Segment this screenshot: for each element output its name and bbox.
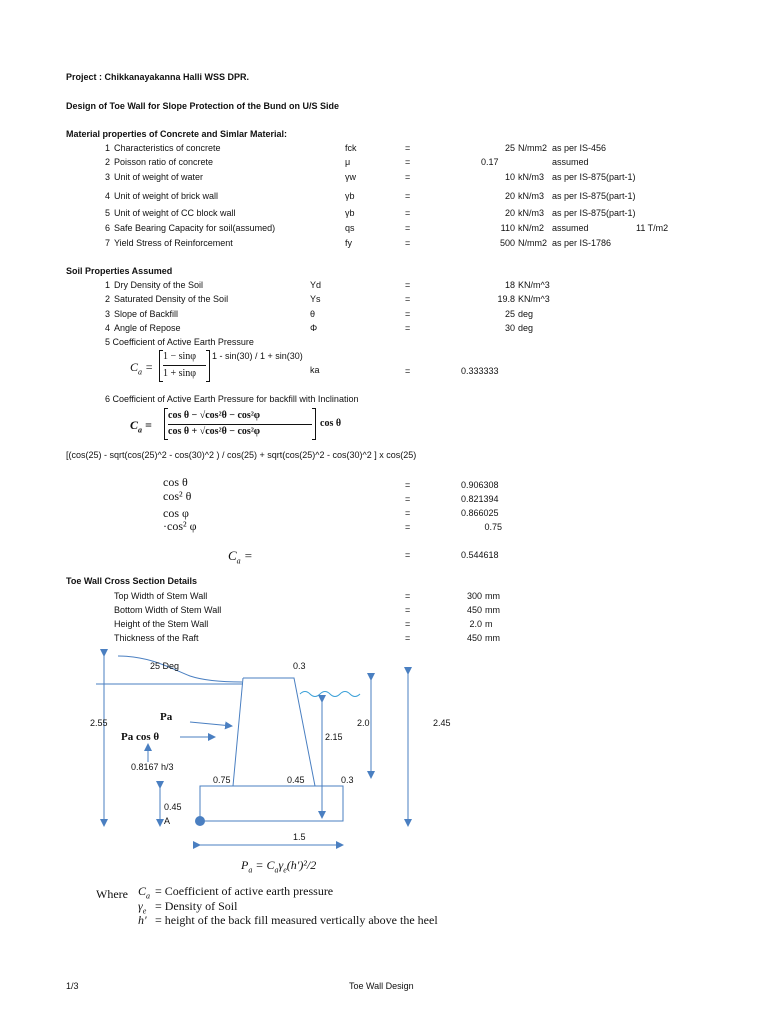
- row-equals: =: [405, 280, 411, 290]
- label-pa: Pa: [160, 711, 173, 723]
- row-value: 2.0: [469, 619, 482, 629]
- row-symbol: Φ: [310, 323, 318, 333]
- label-0-75: 0.75: [213, 775, 231, 785]
- row-value: 450: [466, 605, 482, 615]
- row-equals: =: [405, 143, 411, 153]
- design-title: Design of Toe Wall for Slope Protection of the Bund on U/S Side: [66, 101, 340, 111]
- row-label: Saturated Density of the Soil: [114, 294, 229, 304]
- row-number: 1: [104, 143, 110, 153]
- sbc-extra: 11 T/m2: [636, 223, 669, 233]
- soil-heading: Soil Properties Assumed: [66, 266, 173, 276]
- ka-value: 0.333333: [461, 366, 499, 376]
- row-value: 450: [466, 633, 482, 643]
- row-number: 3: [104, 172, 110, 182]
- row-unit: mm: [485, 633, 500, 643]
- row-label: Angle of Repose: [114, 323, 181, 333]
- row-symbol: γb: [345, 191, 355, 201]
- long-formula: [(cos(25) - sqrt(cos(25)^2 - cos(30)^2 ) / cos(25) + sqrt(cos(25)^2 - cos(30)^2 ] x cos(25): [66, 450, 417, 460]
- row-equals: =: [405, 223, 411, 233]
- row-equals: =: [405, 238, 411, 248]
- label-0-45: 0.45: [287, 775, 305, 785]
- row-note: assumed: [552, 223, 589, 233]
- row-label: Height of the Stem Wall: [114, 619, 209, 629]
- label-2-55: 2.55: [90, 718, 108, 728]
- row-note: as per IS-875(part-1): [552, 191, 636, 201]
- row-equals: =: [405, 508, 411, 518]
- row-note: as per IS-456: [552, 143, 607, 153]
- row-unit: mm: [485, 605, 500, 615]
- cos-phi-label: cos φ: [163, 506, 189, 520]
- cos2-phi-label: ·cos² φ: [163, 519, 197, 533]
- row-value: 20: [504, 208, 515, 218]
- label-pa-cos: Pa cos θ: [121, 731, 160, 743]
- row-value: 18: [504, 280, 515, 290]
- row-unit: deg: [518, 309, 534, 319]
- row-value: 500: [499, 238, 515, 248]
- row-unit: m: [485, 619, 493, 629]
- row-unit: kN/m3: [518, 208, 545, 218]
- label-raft-0-45: 0.45: [164, 802, 182, 812]
- label-25-deg: 25 Deg: [150, 661, 180, 671]
- row-symbol: Ys: [310, 294, 321, 304]
- h-symbol: h': [138, 913, 147, 927]
- cos2-theta-label: cos² θ: [163, 489, 192, 503]
- row-value: 19.8: [497, 294, 515, 304]
- row-value: 20: [504, 191, 515, 201]
- row-symbol: fck: [345, 143, 357, 153]
- row-value: 0.17: [481, 157, 499, 167]
- row-note: as per IS-875(part-1): [552, 172, 636, 182]
- row-value: 0.821394: [461, 494, 499, 504]
- row-value: 25: [504, 309, 515, 319]
- row-unit: mm: [485, 591, 500, 601]
- where-line-1: = Coefficient of active earth pressure: [155, 884, 334, 898]
- row-unit: KN/m^3: [518, 280, 550, 290]
- row-unit: KN/m^3: [518, 294, 550, 304]
- where-line-2: = Density of Soil: [155, 899, 238, 913]
- label-0-3: 0.3: [341, 775, 354, 785]
- row-equals: =: [405, 323, 411, 333]
- row-number: 2: [104, 294, 110, 304]
- row-symbol: μ: [345, 157, 351, 167]
- row-note: assumed: [552, 157, 589, 167]
- row-number: 4: [104, 191, 110, 201]
- pa-formula-image: $P_a = C_a\gamma_e(h')^2/2$: [241, 858, 317, 875]
- row-symbol: γw: [345, 172, 356, 182]
- coef5-text: 1 - sin(30) / 1 + sin(30): [212, 351, 303, 361]
- ca-symbol-image: $C_a$ =: [228, 548, 253, 566]
- row-value: 0.75: [484, 522, 502, 532]
- row-equals: =: [405, 208, 411, 218]
- row-unit: kN/m3: [518, 172, 545, 182]
- page-number: 1/3: [66, 981, 79, 991]
- row-unit: kN/m2: [518, 223, 545, 233]
- row-value: 300: [466, 591, 482, 601]
- row-value: 10: [504, 172, 515, 182]
- row-equals: =: [405, 605, 411, 615]
- row-note: as per IS-875(part-1): [552, 208, 636, 218]
- ca-value: 0.544618: [461, 550, 499, 560]
- row-label: Unit of weight of CC block wall: [114, 208, 236, 218]
- row-equals: =: [405, 522, 411, 532]
- where-label: Where: [96, 887, 128, 901]
- row-equals: =: [405, 309, 411, 319]
- row-symbol: fy: [345, 238, 353, 248]
- row-note: as per IS-1786: [552, 238, 612, 248]
- row-unit: N/mm2: [518, 238, 547, 248]
- row-unit: deg: [518, 323, 534, 333]
- footer-title: Toe Wall Design: [349, 981, 414, 991]
- ka-formula-image: $C_a$ = 1 − sinφ 1 + sinφ: [130, 350, 210, 384]
- label-point-a: A: [164, 816, 171, 826]
- coef5-label: 5 Coefficient of Active Earth Pressure: [105, 337, 254, 347]
- row-equals: =: [405, 157, 411, 167]
- point-a: [195, 816, 205, 826]
- row-value: 110: [500, 223, 515, 233]
- gamma-symbol: $\gamma_e$: [138, 899, 147, 916]
- row-value: 25: [504, 143, 515, 153]
- row-number: 4: [104, 323, 110, 333]
- project-title: Project : Chikkanayakanna Halli WSS DPR.: [66, 72, 250, 82]
- row-number: 1: [104, 280, 110, 290]
- row-number: 3: [104, 309, 110, 319]
- label-h3: 0.8167 h/3: [131, 762, 174, 772]
- row-label: Unit of weight of brick wall: [114, 191, 219, 201]
- row-symbol: Yd: [310, 280, 322, 290]
- row-symbol: γb: [345, 208, 355, 218]
- row-label: Characteristics of concrete: [114, 143, 221, 153]
- row-unit: N/mm2: [518, 143, 547, 153]
- row-equals: =: [405, 191, 411, 201]
- label-1-5: 1.5: [293, 832, 306, 842]
- label-2-15: 2.15: [325, 732, 343, 742]
- ka-equals: =: [405, 366, 411, 376]
- row-unit: kN/m3: [518, 191, 545, 201]
- water-wave: [300, 692, 360, 697]
- where-line-3: = height of the back fill measured vertically above the heel: [155, 913, 438, 927]
- row-value: 30: [504, 323, 515, 333]
- row-value: 0.866025: [461, 508, 499, 518]
- row-label: Safe Bearing Capacity for soil(assumed): [114, 223, 276, 233]
- row-symbol: qs: [345, 223, 355, 233]
- row-label: Poisson ratio of concrete: [114, 157, 214, 167]
- row-equals: =: [405, 294, 411, 304]
- row-value: 0.906308: [461, 480, 499, 490]
- row-label: Dry Density of the Soil: [114, 280, 204, 290]
- stem-wall: [233, 678, 315, 786]
- row-number: 2: [104, 157, 110, 167]
- row-label: Top Width of Stem Wall: [114, 591, 208, 601]
- label-2-45: 2.45: [433, 718, 451, 728]
- ca-symbol: $C_a$: [138, 884, 151, 901]
- ca-equals: =: [405, 550, 411, 560]
- backfill-line: [118, 656, 242, 682]
- row-label: Unit of weight of water: [114, 172, 204, 182]
- label-top-width: 0.3: [293, 661, 306, 671]
- row-number: 7: [104, 238, 110, 248]
- row-equals: =: [405, 172, 411, 182]
- row-symbol: θ: [310, 309, 316, 319]
- row-equals: =: [405, 480, 411, 490]
- row-label: Thickness of the Raft: [114, 633, 199, 643]
- row-number: 6: [104, 223, 110, 233]
- label-2-0: 2.0: [357, 718, 370, 728]
- row-label: Slope of Backfill: [114, 309, 179, 319]
- ca-formula-image: $C_a$ = cos θ − √cos²θ − cos²φ cos θ + √cos²θ − cos²φ cos θ: [130, 408, 370, 442]
- row-equals: =: [405, 494, 411, 504]
- row-label: Bottom Width of Stem Wall: [114, 605, 222, 615]
- row-equals: =: [405, 591, 411, 601]
- material-heading: Material properties of Concrete and Simlar Material:: [66, 129, 288, 139]
- row-number: 5: [104, 208, 110, 218]
- cos-theta-label: cos θ: [163, 475, 188, 489]
- coef6-label: 6 Coefficient of Active Earth Pressure for backfill with Inclination: [105, 394, 359, 404]
- row-label: Yield Stress of Reinforcement: [114, 238, 233, 248]
- ka-symbol: ka: [310, 365, 320, 375]
- pa-arrow: [190, 722, 232, 726]
- section-heading: Toe Wall Cross Section Details: [66, 576, 198, 586]
- row-equals: =: [405, 633, 411, 643]
- row-equals: =: [405, 619, 411, 629]
